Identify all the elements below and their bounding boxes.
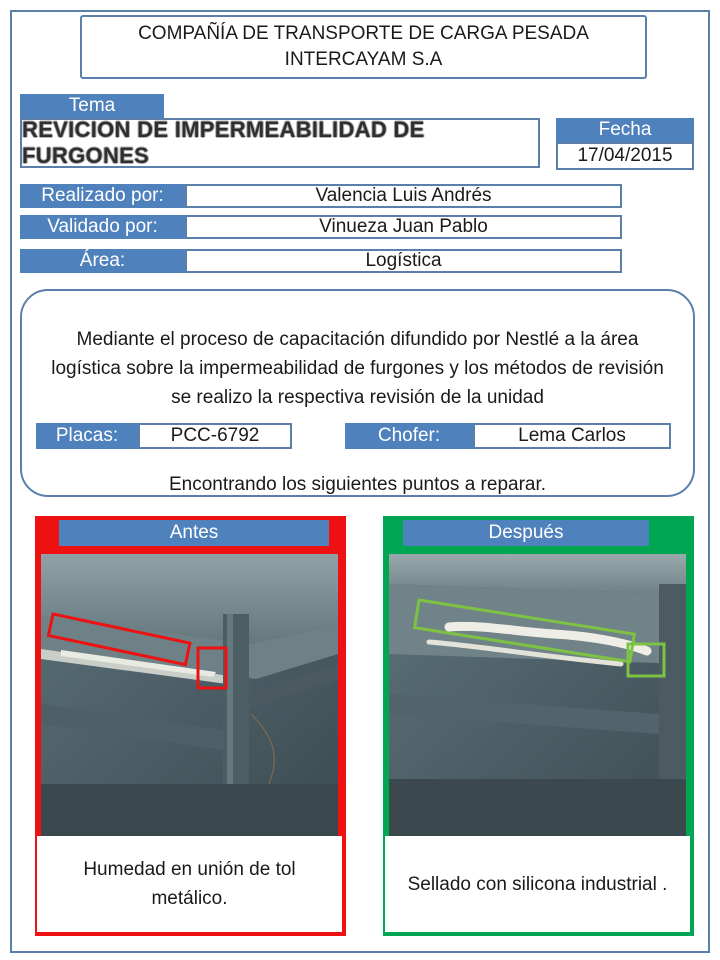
- before-panel: [35, 516, 346, 936]
- plate-label: Placas:: [36, 423, 138, 449]
- description-text: Mediante el proceso de capacitación difundido por Nestlé a la área logística sobre la impermeabilidad de furgones y los métodos de revisión se realizo la respectiva revisión de la unidad: [51, 329, 664, 408]
- made-by-label: Realizado por:: [20, 184, 185, 208]
- topic-box: [20, 118, 540, 168]
- validated-by-value: Vinueza Juan Pablo: [185, 215, 622, 239]
- after-label: Después: [403, 520, 649, 546]
- area-label: Área:: [20, 249, 185, 273]
- company-name: COMPAÑÍA DE TRANSPORTE DE CARGA PESADA INTERCAYAM S.A: [138, 23, 589, 70]
- date-value: 17/04/2015: [556, 142, 694, 170]
- driver-label: Chofer:: [345, 423, 473, 449]
- topic-value: REVICION DE IMPERMEABILIDAD DE FURGONES: [22, 117, 425, 168]
- area-value: Logística: [185, 249, 622, 273]
- before-label: Antes: [59, 520, 329, 546]
- topic-label: Tema: [20, 94, 164, 118]
- date-label: Fecha: [556, 118, 694, 142]
- before-caption: Humedad en unión de tol metálico.: [37, 836, 342, 932]
- findings-text: Encontrando los siguientes puntos a reparar.: [168, 474, 547, 495]
- description-box: [20, 289, 695, 497]
- made-by-value: Valencia Luis Andrés: [185, 184, 622, 208]
- after-photo: [389, 554, 686, 836]
- after-panel: [383, 516, 694, 936]
- company-title: [80, 15, 647, 79]
- plate-value: PCC-6792: [138, 423, 292, 449]
- before-photo: [41, 554, 338, 836]
- after-caption: Sellado con silicona industrial .: [385, 836, 690, 932]
- driver-value: Lema Carlos: [473, 423, 671, 449]
- validated-by-label: Validado por:: [20, 215, 185, 239]
